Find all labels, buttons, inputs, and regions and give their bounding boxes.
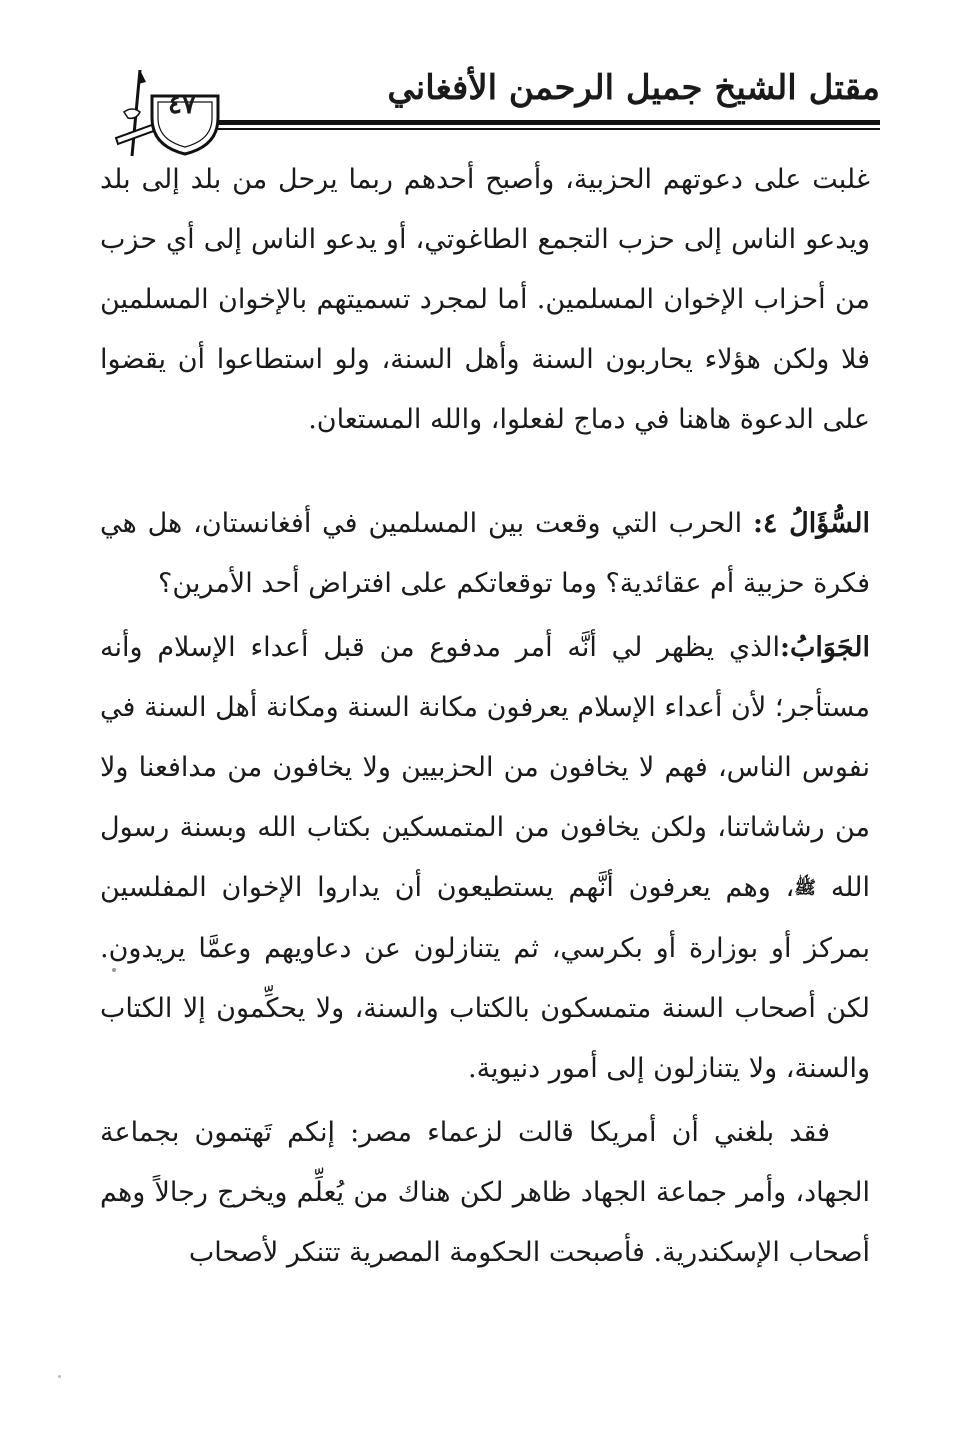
answer-label: الجَوَابُ:	[780, 632, 870, 663]
page-number: ٤٧	[168, 90, 196, 120]
answer-text-part-2: ، وهم يعرفون أنَّهم يستطيعون أن يداروا الإخوان المفلسين بمركز أو بوزارة أو بكرسي، ثم يتنازلون عن دعاويهم وعمَّا يريدون. لكن أصحاب السنة متمسكون بالكتاب والسنة، ولا يحكِّمون إلا الكتاب والسنة، ولا يتنازلون إلى أمور دنيوية.	[100, 872, 870, 1084]
page-body	[100, 150, 870, 1283]
honorific-glyph: ﷺ	[794, 877, 817, 899]
answer-text-part-1: الذي يظهر لي أنَّه أمر مدفوع من قبل أعداء الإسلام وأنه مستأجر؛ لأن أعداء الإسلام يعرفون مكانة السنة ومكانة أهل السنة في نفوس الناس، فهم لا يخافون من الحزبيين ولا يخافون من مدافعنا ولا من رشاشاتنا، ولكن يخافون من المتمسكين بكتاب الله وبسنة رسول الله	[100, 632, 870, 903]
scan-speck	[112, 968, 116, 972]
scan-speck	[58, 1375, 61, 1378]
question-text: الحرب التي وقعت بين المسلمين في أفغانستان، هل هي فكرة حزبية أم عقائدية؟ وما توقعاتكم على افتراض أحد الأمرين؟	[100, 508, 870, 599]
header-rule-thick	[190, 120, 880, 125]
answer-block	[100, 618, 870, 1099]
header-rule-thin	[190, 128, 880, 130]
paragraph-america: فقد بلغني أن أمريكا قالت لزعماء مصر: إنكم تَهتمون بجماعة الجهاد، وأمر جماعة الجهاد ظاهر لكن هناك من يُعلِّم ويخرج رجالاً وهم أصحاب الإسكندرية. فأصبحت الحكومة المصرية تتنكر لأصحاب	[100, 1116, 870, 1268]
question-label: السُّؤَالُ ٤:	[752, 508, 870, 539]
question-block	[100, 494, 870, 614]
page-header	[100, 60, 880, 150]
paragraph-intro: غلبت على دعوتهم الحزبية، وأصبح أحدهم ربما يرحل من بلد إلى بلد ويدعو الناس إلى حزب التجمع الطاغوتي، أو يدعو الناس إلى أي حزب من أحزاب الإخوان المسلمين. أما لمجرد تسميتهم بالإخوان المسلمين فلا ولكن هؤلاء يحاربون السنة وأهل السنة، ولو استطاعوا أن يقضوا على الدعوة هاهنا في دماج لفعلوا، والله المستعان.	[100, 164, 870, 435]
running-title: مقتل الشيخ جميل الرحمن الأفغاني	[387, 68, 880, 108]
